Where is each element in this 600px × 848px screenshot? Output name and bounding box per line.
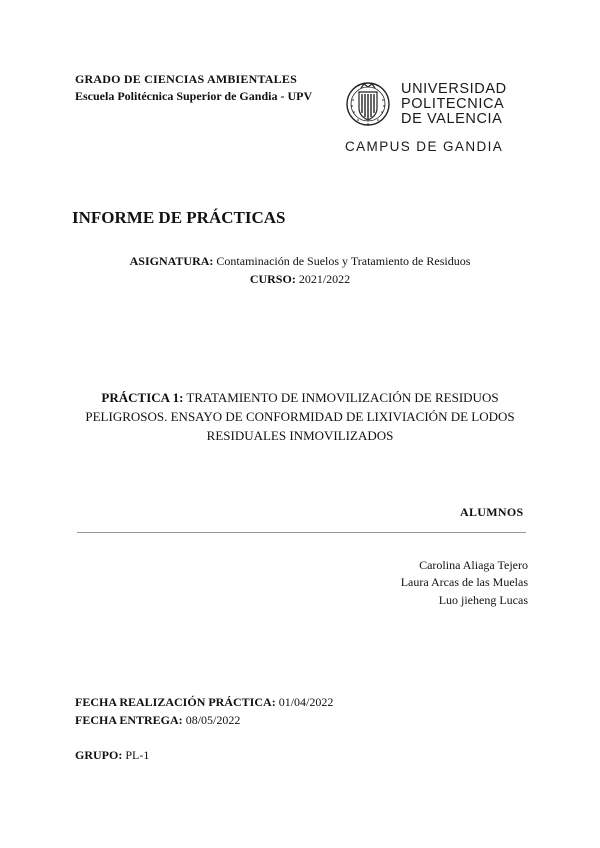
subject-value: Contaminación de Suelos y Tratamiento de Residuos xyxy=(216,254,471,268)
course-label: CURSO: xyxy=(249,272,296,286)
course-line xyxy=(0,272,600,287)
practice-line-2: PELIGROSOS. ENSAYO DE CONFORMIDAD DE LIXIVIACIÓN DE LODOS xyxy=(85,409,515,424)
student-name: Carolina Aliaga Tejero xyxy=(419,558,528,572)
practice-line-3: RESIDUALES INMOVILIZADOS xyxy=(206,428,394,443)
university-name xyxy=(401,82,507,127)
realization-label: FECHA REALIZACIÓN PRÁCTICA: xyxy=(75,695,276,709)
upv-emblem-icon xyxy=(345,80,391,132)
practice-title xyxy=(75,388,525,445)
university-logo xyxy=(345,80,505,160)
group-label: GRUPO: xyxy=(75,748,123,762)
delivery-label: FECHA ENTREGA: xyxy=(75,713,183,727)
delivery-date xyxy=(75,713,240,728)
subject-line xyxy=(0,254,600,269)
student-name: Laura Arcas de las Muelas xyxy=(400,575,528,589)
degree-title: GRADO DE CIENCIAS AMBIENTALES xyxy=(75,72,297,86)
delivery-value: 08/05/2022 xyxy=(185,713,241,727)
group-line xyxy=(75,748,149,763)
school-name: Escuela Politécnica Superior de Gandia - UPV xyxy=(75,89,313,103)
logo-line-3: DE VALENCIA xyxy=(401,111,503,127)
realization-date xyxy=(75,695,333,710)
subject-label: ASIGNATURA: xyxy=(129,254,214,268)
group-value: PL-1 xyxy=(125,748,150,762)
student-name: Luo jieheng Lucas xyxy=(438,593,528,607)
logo-line-1: UNIVERSIDAD xyxy=(401,81,507,97)
divider xyxy=(77,532,526,533)
report-title: INFORME DE PRÁCTICAS xyxy=(72,208,286,227)
course-value: 2021/2022 xyxy=(298,272,351,286)
campus-name: CAMPUS DE GANDIA xyxy=(345,139,504,154)
students-label: ALUMNOS xyxy=(460,505,524,519)
logo-line-2: POLITECNICA xyxy=(401,96,505,112)
practice-text-1: TRATAMIENTO DE INMOVILIZACIÓN DE RESIDUOS xyxy=(186,390,499,405)
realization-value: 01/04/2022 xyxy=(278,695,334,709)
practice-line-1 xyxy=(75,388,525,407)
practice-label: PRÁCTICA 1: xyxy=(101,390,184,405)
